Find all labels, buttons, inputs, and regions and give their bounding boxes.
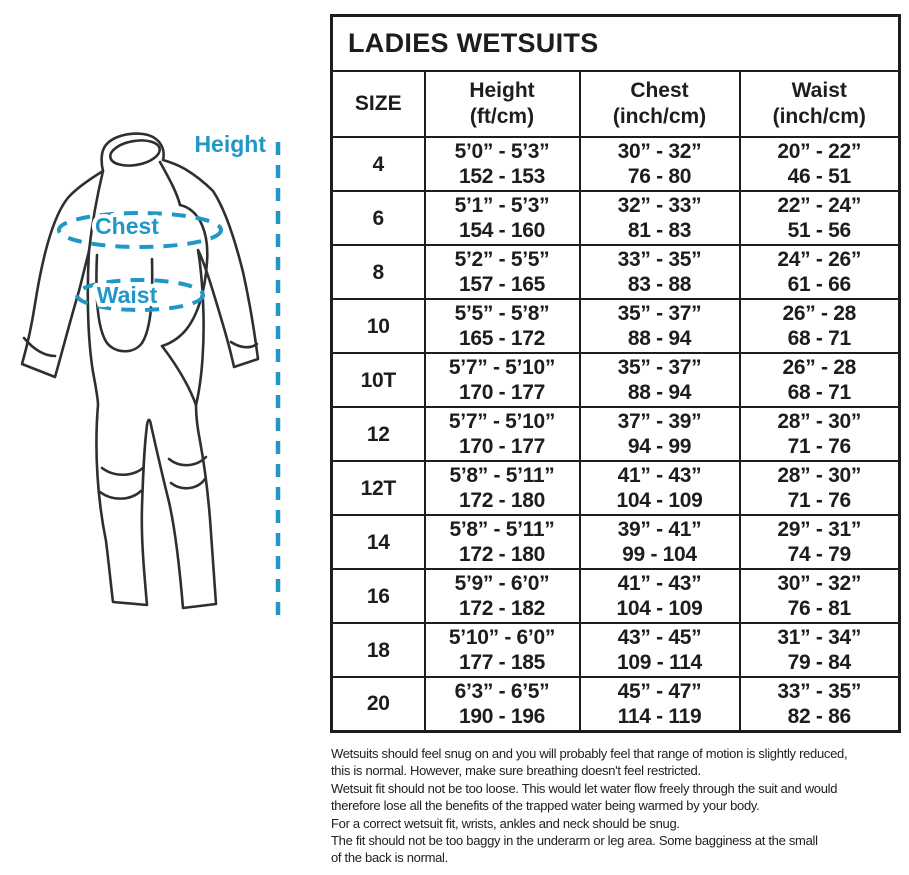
- table-row: [332, 623, 900, 677]
- table-row: [332, 461, 900, 515]
- waist-cell: 30” - 32” 76 - 81: [740, 569, 900, 623]
- waist-cell: 20” - 22” 46 - 51: [740, 137, 900, 191]
- fit-advice-note: [331, 745, 908, 867]
- size-chart-table: [330, 14, 901, 733]
- note-line: Wetsuits should feel snug on and you will probably feel that range of motion is slightly reduced,: [331, 746, 848, 761]
- table-row: [332, 191, 900, 245]
- waist-cell: 33” - 35” 82 - 86: [740, 677, 900, 731]
- note-line: this is normal. However, make sure breathing doesn't feel restricted.: [331, 763, 701, 779]
- height-cell: 5’8” - 5’11” 172 - 180: [425, 461, 580, 515]
- size-cell: 10T: [332, 353, 425, 407]
- chest-label: Chest: [95, 213, 159, 239]
- column-header-height: [425, 71, 580, 137]
- column-header-waist-unit: (inch/cm): [772, 105, 866, 128]
- table-title-row: [332, 16, 900, 72]
- chest-cell: 41” - 43” 104 - 109: [580, 569, 740, 623]
- size-chart: [330, 14, 901, 733]
- height-cell: 5’5” - 5’8” 165 - 172: [425, 299, 580, 353]
- height-cell: 5’7” - 5’10” 170 - 177: [425, 407, 580, 461]
- wetsuit-figure-svg: [0, 0, 330, 745]
- chest-cell: 45” - 47” 114 - 119: [580, 677, 740, 731]
- size-cell: 4: [332, 137, 425, 191]
- chest-cell: 43” - 45” 109 - 114: [580, 623, 740, 677]
- height-cell: 5’9” - 6’0” 172 - 182: [425, 569, 580, 623]
- table-row: [332, 137, 900, 191]
- size-cell: 12T: [332, 461, 425, 515]
- waist-cell: 28” - 30” 71 - 76: [740, 407, 900, 461]
- size-cell: 20: [332, 677, 425, 731]
- table-row: [332, 245, 900, 299]
- height-cell: 5’7” - 5’10” 170 - 177: [425, 353, 580, 407]
- chest-cell: 37” - 39” 94 - 99: [580, 407, 740, 461]
- waist-cell: 31” - 34” 79 - 84: [740, 623, 900, 677]
- column-header-height-unit: (ft/cm): [469, 105, 535, 128]
- wetsuit-outline: [22, 134, 258, 608]
- size-cell: 6: [332, 191, 425, 245]
- height-cell: 5’10” - 6’0” 177 - 185: [425, 623, 580, 677]
- note-line: For a correct wetsuit fit, wrists, ankles and neck should be snug.: [331, 815, 680, 831]
- chest-cell: 35” - 37” 88 - 94: [580, 353, 740, 407]
- size-cell: 12: [332, 407, 425, 461]
- waist-cell: 24” - 26” 61 - 66: [740, 245, 900, 299]
- waist-cell: 26” - 28 68 - 71: [740, 299, 900, 353]
- note-line: therefore lose all the benefits of the trapped water being warmed by your body.: [331, 798, 760, 814]
- table-row: [332, 515, 900, 569]
- waist-label: Waist: [96, 282, 158, 308]
- column-header-waist-label: Waist: [791, 79, 847, 102]
- size-cell: 10: [332, 299, 425, 353]
- table-row: [332, 353, 900, 407]
- chest-cell: 41” - 43” 104 - 109: [580, 461, 740, 515]
- chest-cell: 39” - 41” 99 - 104: [580, 515, 740, 569]
- chest-cell: 30” - 32” 76 - 80: [580, 137, 740, 191]
- height-cell: 5’0” - 5’3” 152 - 153: [425, 137, 580, 191]
- height-cell: 6’3” - 6’5” 190 - 196: [425, 677, 580, 731]
- size-cell: 8: [332, 245, 425, 299]
- waist-cell: 22” - 24” 51 - 56: [740, 191, 900, 245]
- wetsuit-size-diagram: [0, 0, 330, 745]
- table-row: [332, 299, 900, 353]
- chest-cell: 33” - 35” 83 - 88: [580, 245, 740, 299]
- column-header-chest-label: Chest: [630, 79, 689, 102]
- size-cell: 14: [332, 515, 425, 569]
- table-row: [332, 407, 900, 461]
- table-header-row: [332, 71, 900, 137]
- column-header-height-label: Height: [469, 79, 535, 102]
- waist-cell: 28” - 30” 71 - 76: [740, 461, 900, 515]
- table-row: [332, 569, 900, 623]
- column-header-chest-unit: (inch/cm): [612, 105, 707, 128]
- note-line: Wetsuit fit should not be too loose. This would let water flow freely through the suit and would: [331, 780, 838, 796]
- table-title: LADIES WETSUITS: [332, 16, 900, 72]
- waist-cell: 26” - 28 68 - 71: [740, 353, 900, 407]
- chest-cell: 35” - 37” 88 - 94: [580, 299, 740, 353]
- height-cell: 5’1” - 5’3” 154 - 160: [425, 191, 580, 245]
- chest-cell: 32” - 33” 81 - 83: [580, 191, 740, 245]
- size-cell: 18: [332, 623, 425, 677]
- table-row: [332, 677, 900, 731]
- column-header-waist: [740, 71, 900, 137]
- note-line: of the back is normal.: [331, 850, 448, 866]
- note-line: The fit should not be too baggy in the underarm or leg area. Some bagginess at the small: [331, 833, 818, 849]
- height-label: Height: [194, 131, 266, 157]
- height-cell: 5’8” - 5’11” 172 - 180: [425, 515, 580, 569]
- height-cell: 5’2” - 5’5” 157 - 165: [425, 245, 580, 299]
- size-cell: 16: [332, 569, 425, 623]
- column-header-size: SIZE: [332, 71, 425, 137]
- column-header-chest: [580, 71, 740, 137]
- waist-cell: 29” - 31” 74 - 79: [740, 515, 900, 569]
